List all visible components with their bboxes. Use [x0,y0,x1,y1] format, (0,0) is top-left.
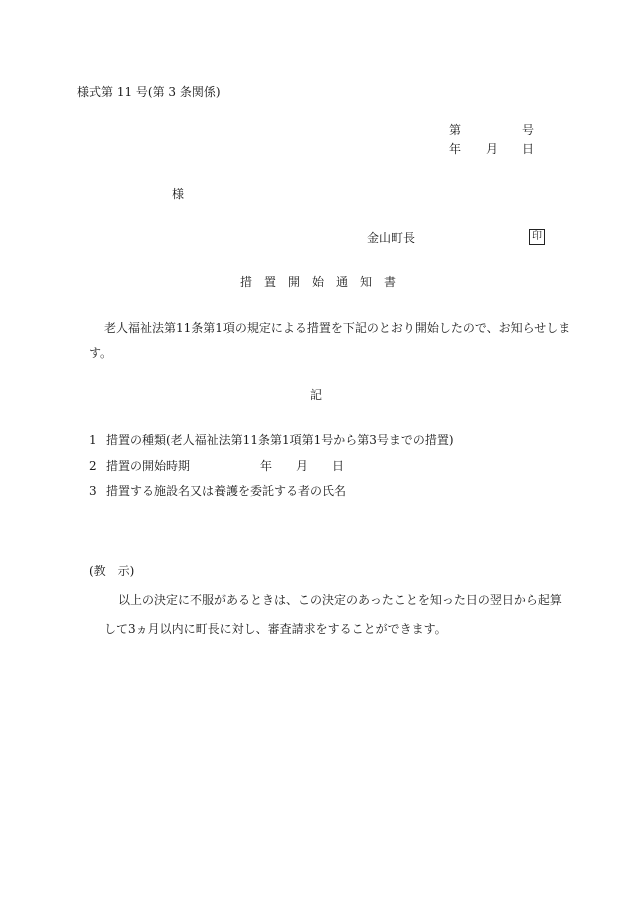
notice-line-1: 以上の決定に不服があるときは、この決定のあったことを知った日の翌日から起算 [118,593,562,607]
seal-mark: 印 [529,229,545,245]
date-month: 月 [486,142,499,156]
notice-heading: (教 示) [89,564,135,578]
notice-line-2: して3ヵ月以内に町長に対し、審査請求をすることができます。 [104,622,447,636]
document-title: 措 置 開 始 通 知 書 [240,275,397,289]
item-text: 措置の種類(老人福祉法第11条第1項第1号から第3号までの措置) [106,433,454,447]
item-number: 3 [89,484,97,498]
date-day: 日 [522,142,535,156]
number-prefix: 第 [449,123,462,137]
item-text: 措置する施設名又は養護を委託する者の氏名 [106,484,347,498]
item-text: 措置の開始時期 [106,459,191,473]
ki-label: 記 [310,388,323,402]
item-number: 2 [89,459,97,473]
addressee-suffix: 様 [172,187,185,201]
item-day: 日 [332,459,345,473]
item-month: 月 [296,459,309,473]
item-number: 1 [89,433,97,447]
number-suffix: 号 [522,123,535,137]
issuer: 金山町長 [367,231,416,245]
date-year: 年 [449,142,462,156]
form-number: 様式第 11 号(第 3 条関係) [77,85,221,99]
item-year: 年 [260,459,273,473]
body-line-1: 老人福祉法第11条第1項の規定による措置を下記のとおり開始したので、お知らせしま [104,321,571,335]
body-line-2: す。 [89,346,113,360]
